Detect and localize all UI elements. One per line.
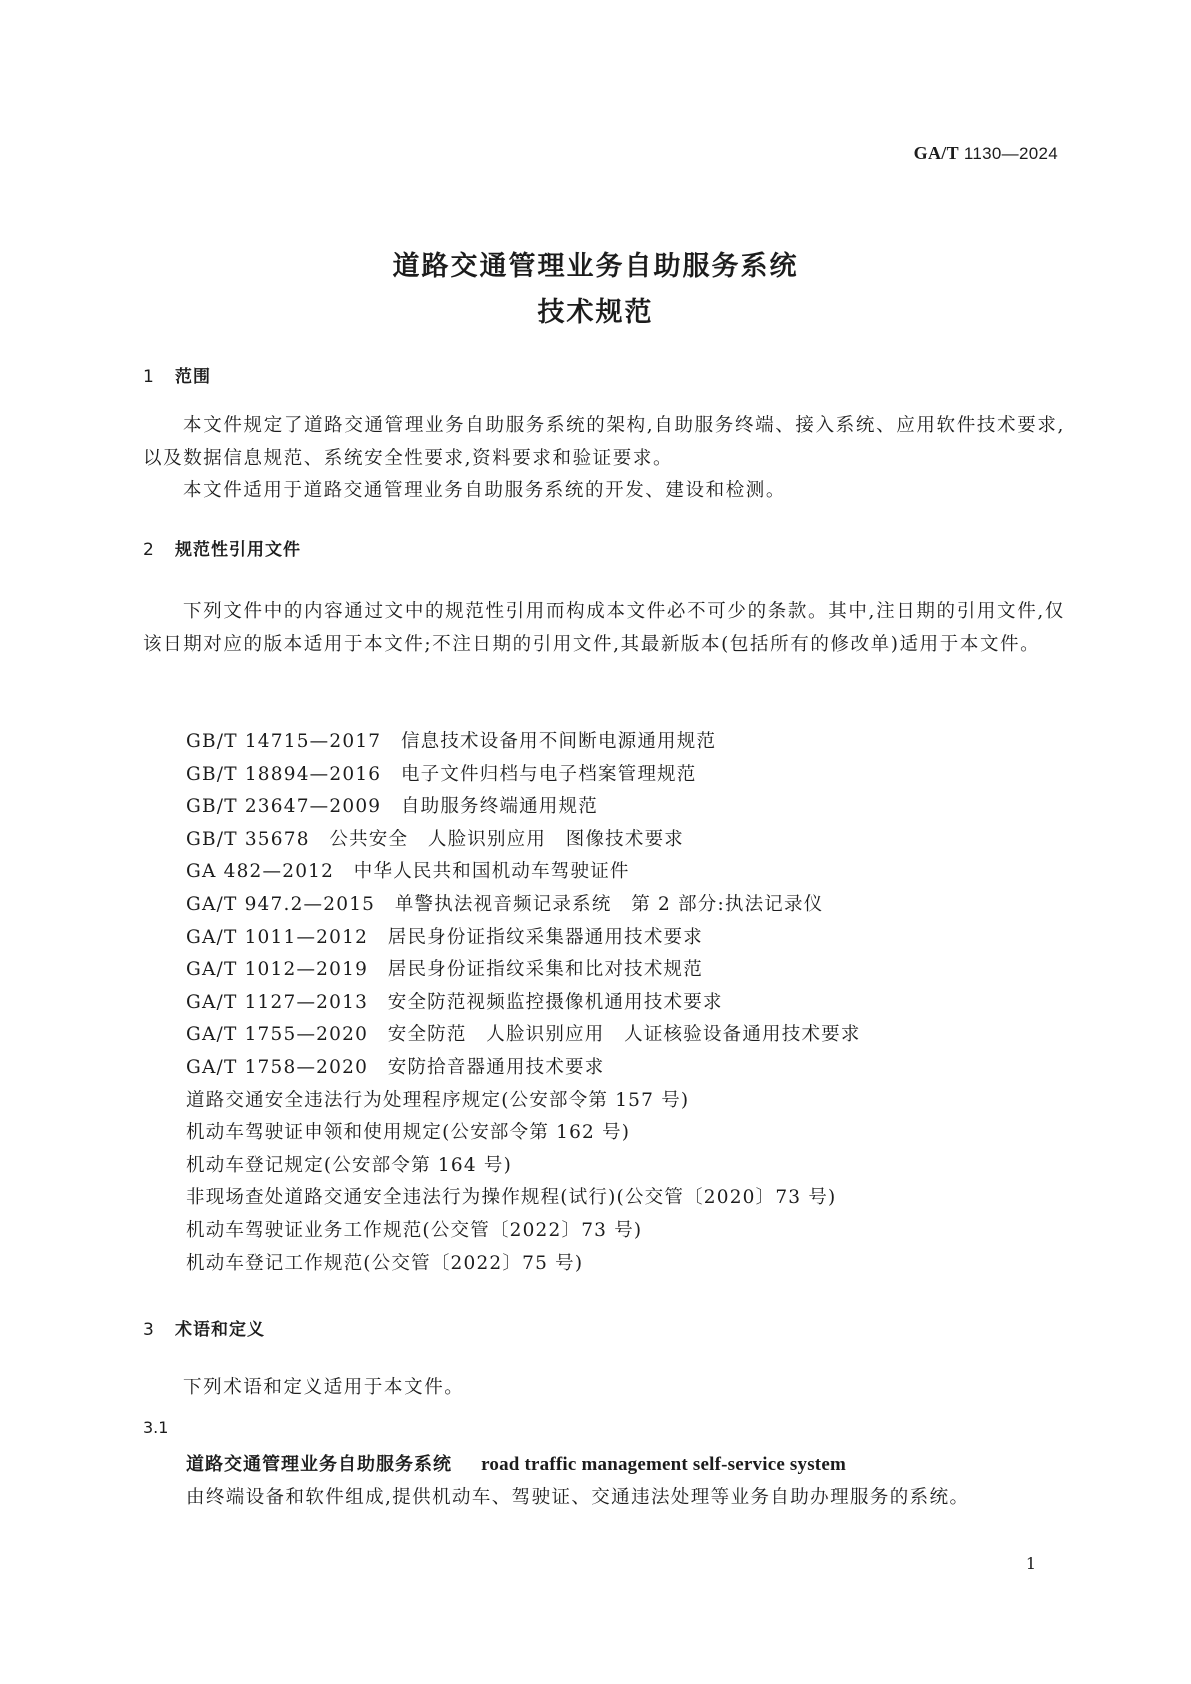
term-definition: 由终端设备和软件组成,提供机动车、驾驶证、交通违法处理等业务自助办理服务的系统。: [186, 1487, 970, 1508]
term-chinese: 道路交通管理业务自助服务系统: [186, 1454, 452, 1475]
reference-item: GA/T 1127—2013 安全防范视频监控摄像机通用技术要求: [186, 991, 723, 1013]
section-1-number: 1: [143, 367, 155, 387]
reference-item: 机动车驾驶证业务工作规范(公交管〔2022〕73 号): [186, 1219, 643, 1241]
document-code-prefix: GA/T: [913, 143, 959, 163]
title-line-1: 道路交通管理业务自助服务系统: [392, 251, 799, 282]
reference-item: GA 482—2012 中华人民共和国机动车驾驶证件: [186, 861, 630, 883]
term-english: road traffic management self-service system: [481, 1454, 846, 1475]
reference-item: GA/T 1755—2020 安全防范 人脸识别应用 人证核验设备通用技术要求: [186, 1024, 861, 1046]
section-3-intro: [143, 1372, 1065, 1405]
section-1-paragraph-2-text: 本文件适用于道路交通管理业务自助服务系统的开发、建设和检测。: [183, 480, 787, 501]
page-number: 1: [1025, 1554, 1036, 1573]
reference-item: GB/T 35678 公共安全 人脸识别应用 图像技术要求: [186, 828, 684, 850]
document-code-number: 1130—2024: [958, 144, 1058, 163]
reference-item: GA/T 947.2—2015 单警执法视音频记录系统 第 2 部分:执法记录仪: [186, 893, 824, 915]
section-1-paragraph-2: [143, 475, 1065, 508]
reference-item: GB/T 14715—2017 信息技术设备用不间断电源通用规范: [186, 731, 717, 752]
term-number: 3.1: [143, 1418, 169, 1437]
section-1-paragraph-1-text: 本文件规定了道路交通管理业务自助服务系统的架构,自助服务终端、接入系统、应用软件技术要求,以及数据信息规范、系统安全性要求,资料要求和验证要求。: [143, 415, 1065, 469]
section-1-paragraph-1: [143, 410, 1065, 475]
reference-item: GB/T 23647—2009 自助服务终端通用规范: [186, 796, 598, 818]
section-2-intro: [143, 596, 1065, 661]
section-1-title: 范围: [175, 367, 211, 387]
reference-item: 机动车驾驶证申领和使用规定(公安部令第 162 号): [186, 1122, 631, 1144]
section-2-intro-text: 下列文件中的内容通过文中的规范性引用而构成本文件必不可少的条款。其中,注日期的引用文件,仅该日期对应的版本适用于本文件;不注日期的引用文件,其最新版本(包括所有的修改单)适用于本文件。: [143, 601, 1065, 655]
section-3-intro-text: 下列术语和定义适用于本文件。: [183, 1377, 465, 1398]
reference-item: GA/T 1758—2020 安防拾音器通用技术要求: [186, 1056, 605, 1078]
section-1-heading: [143, 362, 211, 387]
section-3-title: 术语和定义: [175, 1320, 265, 1340]
document-code: [914, 143, 1058, 164]
document-title: [0, 244, 1191, 336]
term-entry: [186, 1450, 846, 1476]
section-2-heading: [143, 535, 301, 560]
reference-item: 机动车登记规定(公安部令第 164 号): [186, 1154, 513, 1176]
section-3-heading: [143, 1315, 265, 1340]
reference-item: GA/T 1011—2012 居民身份证指纹采集器通用技术要求: [186, 926, 703, 948]
reference-item: 非现场查处道路交通安全违法行为操作规程(试行)(公交管〔2020〕73 号): [186, 1187, 837, 1209]
section-2-title: 规范性引用文件: [175, 540, 301, 560]
title-line-2: 技术规范: [537, 297, 654, 328]
reference-item: 道路交通安全违法行为处理程序规定(公安部令第 157 号): [186, 1089, 690, 1111]
reference-item: GA/T 1012—2019 居民身份证指纹采集和比对技术规范: [186, 959, 703, 981]
reference-item: 机动车登记工作规范(公交管〔2022〕75 号): [186, 1252, 584, 1274]
normative-references-list: [186, 726, 861, 1280]
reference-item: GB/T 18894—2016 电子文件归档与电子档案管理规范: [186, 763, 697, 785]
section-3-number: 3: [143, 1320, 155, 1340]
section-2-number: 2: [143, 540, 155, 560]
